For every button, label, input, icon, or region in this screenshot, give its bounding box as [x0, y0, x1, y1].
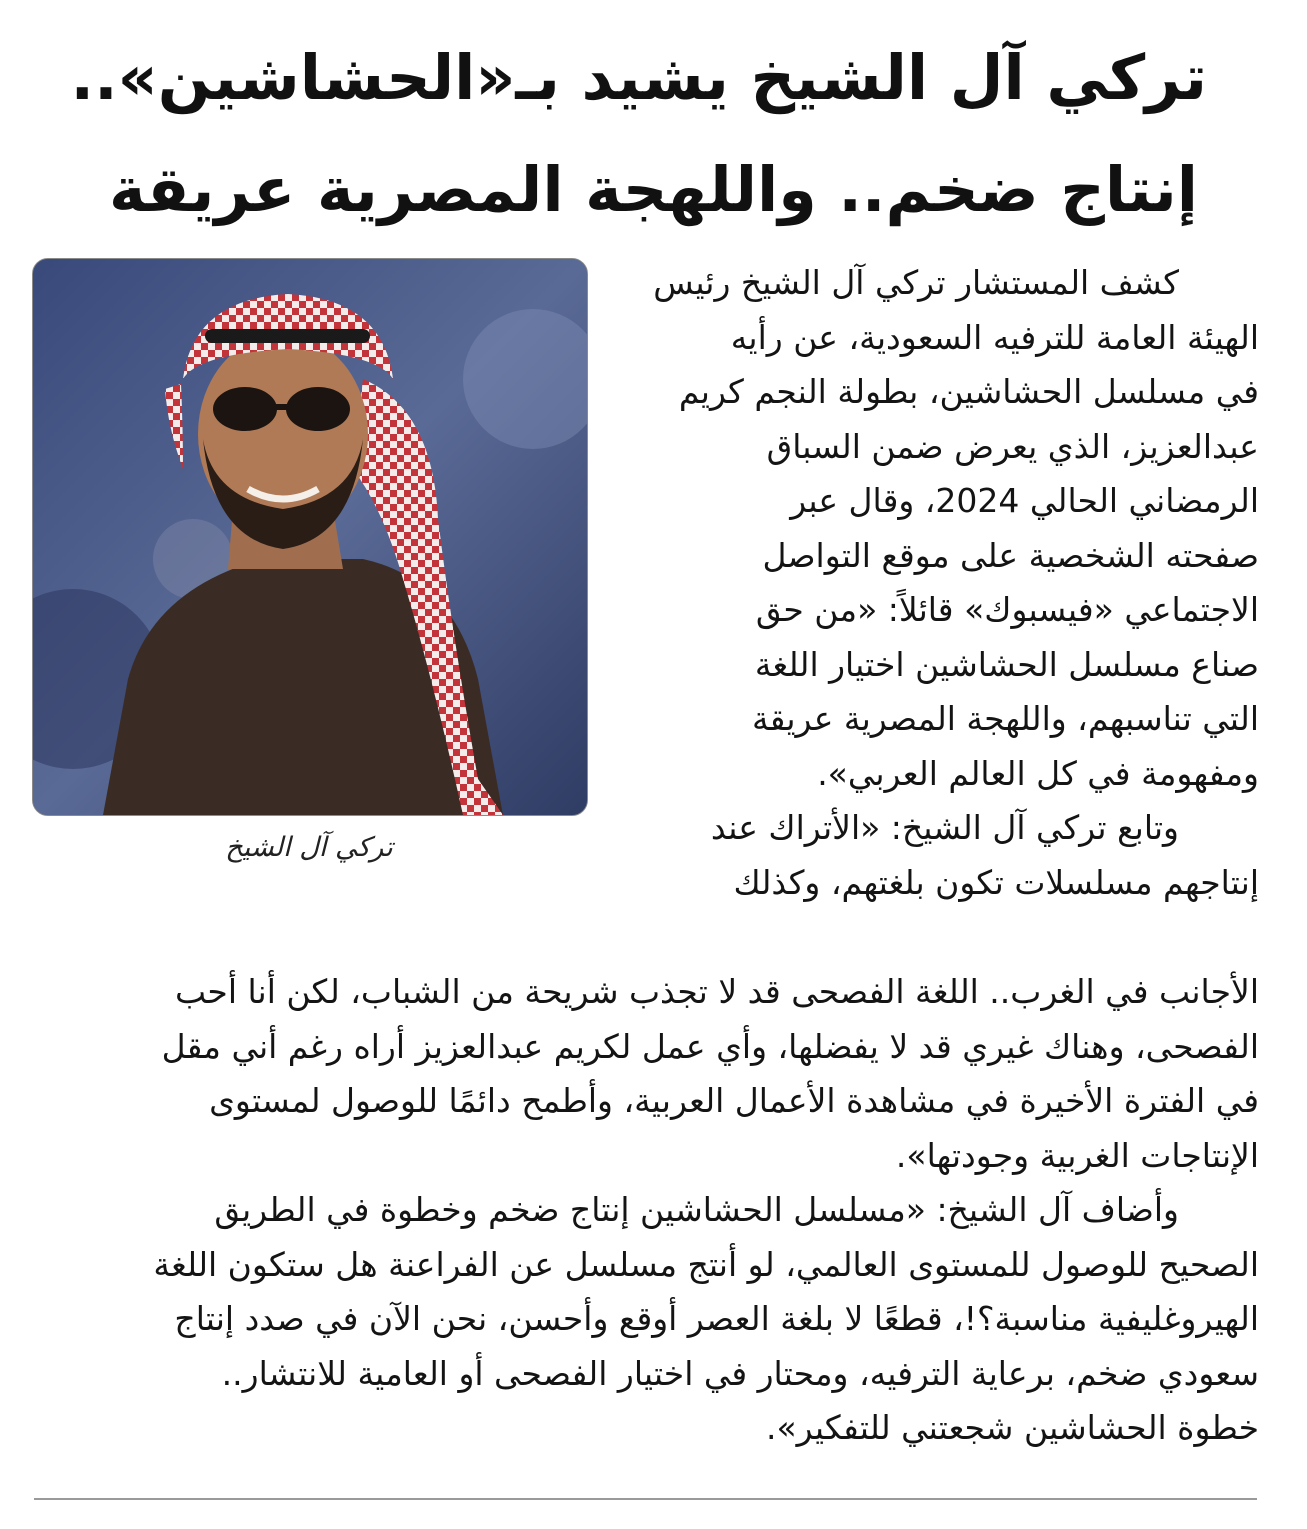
column-line: وتابع تركي آل الشيخ: «الأتراك عند — [710, 808, 1179, 847]
wide-line: الإنتاجات الغربية وجودتها». — [895, 1135, 1259, 1175]
wide-line: في الفترة الأخيرة في مشاهدة الأعمال العربية، وأطمح دائمًا للوصول لمستوى — [209, 1081, 1259, 1120]
column-line: ومفهومة في كل العالم العربي». — [817, 753, 1259, 793]
column-line: إنتاجهم مسلسلات تكون بلغتهم، وكذلك — [733, 862, 1259, 902]
article-photo — [32, 258, 588, 816]
article-wide-text — [47, 965, 1259, 1456]
headline-line-1: تركي آل الشيخ يشيد بـ«الحشاشين».. — [70, 41, 1207, 114]
article-headline — [70, 22, 1207, 246]
wide-line: الفصحى، وهناك غيري قد لا يفضلها، وأي عمل لكريم عبدالعزيز أراه رغم أني مقل — [161, 1026, 1259, 1066]
wide-line: الهيروغليفية مناسبة؟!، قطعًا لا بلغة العصر أوقع وأحسن، نحن الآن في صدد إنتاج — [174, 1299, 1259, 1338]
wide-line: الأجانب في الغرب.. اللغة الفصحى قد لا تجذب شريحة من الشباب، لكن أنا أحب — [175, 972, 1259, 1011]
column-line: عبدالعزيز، الذي يعرض ضمن السباق — [766, 426, 1259, 466]
column-line: الرمضاني الحالي 2024، وقال عبر — [790, 481, 1259, 520]
column-line: صفحته الشخصية على موقع التواصل — [762, 535, 1259, 575]
column-line: الهيئة العامة للترفيه السعودية، عن رأيه — [730, 317, 1259, 357]
column-line: في مسلسل الحشاشين، بطولة النجم كريم — [678, 372, 1259, 411]
wide-line: الصحيح للوصول للمستوى العالمي، لو أنتج مسلسل عن الفراعنة هل ستكون اللغة — [153, 1244, 1259, 1284]
column-line: التي تناسبهم، واللهجة المصرية عريقة — [751, 699, 1259, 738]
column-line: كشف المستشار تركي آل الشيخ رئيس — [653, 263, 1179, 302]
column-line: صناع مسلسل الحشاشين اختيار اللغة — [754, 644, 1259, 684]
column-line: الاجتماعي «فيسبوك» قائلاً: «من حق — [755, 590, 1259, 629]
wide-line: سعودي ضخم، برعاية الترفيه، ومحتار في اختيار الفصحى أو العامية للانتشار.. — [221, 1353, 1259, 1393]
portrait-illustration — [33, 259, 587, 815]
headline-line-2: إنتاج ضخم.. واللهجة المصرية عريقة — [108, 153, 1199, 226]
wide-line: خطوة الحشاشين شجعتني للتفكير». — [765, 1408, 1259, 1447]
wide-line: وأضاف آل الشيخ: «مسلسل الحشاشين إنتاج ضخم وخطوة في الطريق — [214, 1190, 1179, 1229]
article-column-text — [639, 256, 1259, 910]
bottom-divider — [34, 1498, 1257, 1500]
photo-caption: تركي آل الشيخ — [225, 832, 393, 863]
